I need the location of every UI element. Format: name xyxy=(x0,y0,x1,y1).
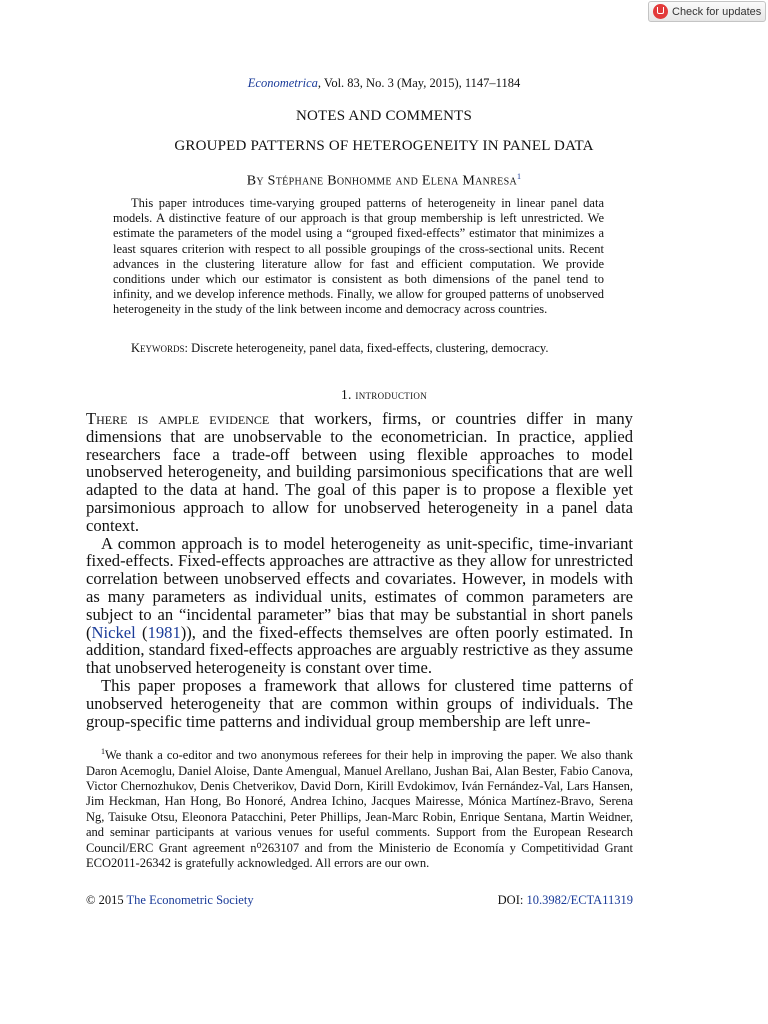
paragraph-2-part-b: )), and the fixed-effects themselves are often poorly estimated. In addition, standard fixed-effects approaches are arguably restrictive as they assume that unobserved heterogeneity is constant over time. xyxy=(86,622,633,678)
doi-link[interactable]: 10.3982/ECTA11319 xyxy=(526,893,633,907)
body-text xyxy=(86,410,633,730)
copyright-text: © 2015 xyxy=(86,893,127,907)
reference-open-paren: ( xyxy=(135,622,148,642)
journal-citation xyxy=(0,76,768,91)
doi-label: DOI: xyxy=(497,893,527,907)
keywords-label: Keywords: xyxy=(131,341,188,355)
keywords xyxy=(131,341,611,356)
society-link[interactable]: The Econometric Society xyxy=(126,893,254,907)
footnote-text: We thank a co-editor and two anonymous referees for their help in improving the paper. We also thank Daron Acemoglu, Daniel Aloise, Dante Amengual, Manuel Arellano, Jushan Bai, Alan Bester, Fabio Canova, Victor Chernozhukov, Denis Chetverikov, David Dorn, Kirill Evdokimov, Iván Fernández-Val, Lars Hansen, Jim Heckman, Han Hong, Bo Honoré, Andrea Ichino, Jacques Mairesse, Mónica Martínez-Bravo, Serena Ng, Taisuke Otsu, Eleonora Patacchini, Peter Phillips, Jean-Marc Robin, Enrique Sentana, Martin Weidner, and seminar participants at various venues for useful comments. Support from the European Research Council/ERC Grant agreement n⁰263107 and from the Ministerio de Economía y Competitividad Grant ECO2011-26342 is gratefully acknowledged. All errors are our own. xyxy=(86,748,633,870)
section-heading: 1. introduction xyxy=(341,387,427,402)
paragraph-2-part-a: A common approach is to model heterogeneity as unit-specific, time-invariant fixed-effects. Fixed-effects approaches are attractive as they allow for unrestricted correlation between unobserved effects and covariates. However, in models with as many parameters as individual units, estimates of common parameters are subject to an “incidental parameter” bias that may be substantial in short panels ( xyxy=(86,533,633,642)
journal-link[interactable]: Econometrica xyxy=(247,76,318,90)
check-for-updates-label: Check for updates xyxy=(672,5,762,18)
check-for-updates-button[interactable] xyxy=(648,1,766,22)
section-label: NOTES AND COMMENTS xyxy=(295,108,473,124)
nickel-reference-link[interactable]: Nickel xyxy=(91,622,136,642)
authors: By Stéphane Bonhomme and Elena Manresa xyxy=(246,173,517,189)
footnote-marker: 1 xyxy=(101,747,105,756)
crossmark-icon xyxy=(653,4,668,19)
author-footnote-marker[interactable]: 1 xyxy=(516,172,522,181)
abstract: This paper introduces time-varying grouped patterns of heterogeneity in linear panel data models. A distinctive feature of our approach is that group membership is left unrestricted. We estimate the parameters of the model using a “grouped fixed-effects” estimator that minimizes a least squares criterion with respect to all possible groupings of the cross-sectional units. Recent advances in the clustering literature allow for fast and efficient computation. We provide conditions under which our estimator is consistent as both dimensions of the panel tend to infinity, and we develop inference methods. Finally, we allow for grouped patterns of unobserved heterogeneity in the study of the link between income and democracy across countries. xyxy=(113,196,604,317)
paragraph-1-lead: There is ample evidence xyxy=(86,409,270,428)
doi xyxy=(498,893,633,908)
paper-title: GROUPED PATTERNS OF HETEROGENEITY IN PANEL DATA xyxy=(174,138,594,154)
footnote xyxy=(86,744,633,871)
paragraph-1-rest: that workers, firms, or countries differ in many dimensions that are unobservable to the econometrician. In practice, applied researchers face a trade-off between using flexible approaches to model unobserved heterogeneity, and building parsimonious specifications that are well adapted to the data at hand. The goal of this paper is to propose a flexible yet parsimonious approach to allow for unobserved heterogeneity in a panel data context. xyxy=(86,409,633,535)
nickel-year-link[interactable]: 1981 xyxy=(147,622,181,642)
paragraph-2 xyxy=(86,535,633,677)
keywords-list: Discrete heterogeneity, panel data, fixed-effects, clustering, democracy. xyxy=(188,341,549,355)
citation-details: , Vol. 83, No. 3 (May, 2015), 1147–1184 xyxy=(317,76,521,90)
paragraph-1 xyxy=(86,410,633,535)
copyright xyxy=(86,893,254,908)
authors-line xyxy=(0,172,768,190)
paragraph-3: This paper proposes a framework that allows for clustered time patterns of unobserved heterogeneity that are common within groups of individuals. The group-specific time patterns and individual group membership are left unre- xyxy=(86,675,633,731)
